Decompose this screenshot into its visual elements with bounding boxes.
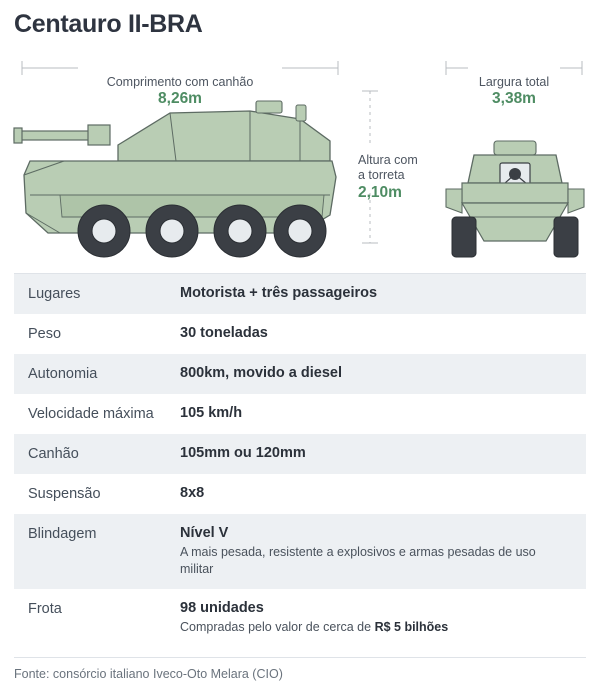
table-row bbox=[14, 434, 586, 474]
spec-value-main: 105mm ou 120mm bbox=[180, 445, 306, 461]
height-dimension-label bbox=[358, 153, 444, 202]
spec-value-main: 98 unidades bbox=[180, 599, 264, 616]
spec-value bbox=[180, 600, 572, 636]
table-row bbox=[14, 474, 586, 514]
spec-value-main: 30 toneladas bbox=[180, 325, 268, 341]
length-value: 8,26m bbox=[158, 90, 202, 108]
spec-label: Suspensão bbox=[28, 486, 101, 502]
table-row bbox=[14, 314, 586, 354]
spec-value bbox=[180, 325, 572, 341]
spec-value-note: Compradas pelo valor de cerca de R$ 5 bilhões bbox=[180, 619, 449, 634]
spec-value-main: 800km, movido a diesel bbox=[180, 365, 342, 381]
spec-label: Blindagem bbox=[28, 526, 97, 542]
table-row bbox=[14, 274, 586, 314]
table-row bbox=[14, 394, 586, 434]
height-caption-line2: a torreta bbox=[358, 168, 405, 182]
spec-value bbox=[180, 285, 572, 301]
spec-label: Velocidade máxima bbox=[28, 406, 154, 422]
table-row bbox=[14, 354, 586, 394]
spec-label: Lugares bbox=[28, 286, 81, 302]
spec-value-main: 105 km/h bbox=[180, 405, 243, 421]
spec-value bbox=[180, 365, 572, 381]
width-dimension-label bbox=[444, 75, 584, 108]
spec-table bbox=[14, 273, 586, 647]
spec-label: Peso bbox=[28, 326, 62, 342]
height-caption-line1: Altura com bbox=[358, 153, 418, 167]
spec-value bbox=[180, 405, 572, 421]
height-value: 2,10m bbox=[358, 184, 402, 201]
length-caption: Comprimento com canhão bbox=[106, 75, 254, 89]
table-row bbox=[14, 514, 586, 589]
spec-label: Autonomia bbox=[28, 366, 98, 382]
front-view-group bbox=[446, 141, 584, 257]
spec-value bbox=[180, 445, 572, 461]
spec-label: Canhão bbox=[28, 446, 79, 462]
side-view-group bbox=[14, 101, 336, 257]
page-title: Centauro II-BRA bbox=[14, 10, 203, 38]
spec-value-note: A mais pesada, resistente a explosivos e armas pesadas de uso militar bbox=[180, 545, 536, 576]
vehicle-diagram bbox=[0, 45, 600, 265]
length-dimension-label bbox=[20, 75, 340, 108]
table-row bbox=[14, 589, 586, 647]
spec-value-main: Motorista + três passageiros bbox=[180, 285, 378, 301]
width-caption: Largura total bbox=[478, 75, 550, 89]
width-value: 3,38m bbox=[492, 90, 536, 108]
spec-label: Frota bbox=[28, 600, 62, 617]
spec-value bbox=[180, 525, 572, 578]
source-note: Fonte: consórcio italiano Iveco-Oto Melara (CIO) bbox=[14, 657, 586, 681]
spec-value-main: 8x8 bbox=[180, 485, 205, 501]
spec-value bbox=[180, 485, 572, 501]
spec-value-main: Nível V bbox=[180, 525, 229, 541]
